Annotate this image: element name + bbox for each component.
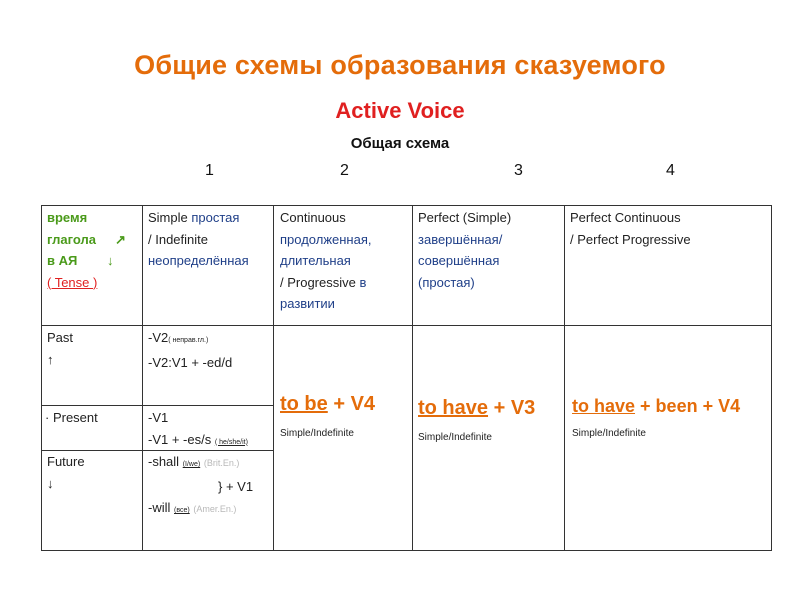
perfect-continuous-note: Simple/Indefinite	[572, 428, 646, 439]
continuous-header-cell	[280, 207, 410, 315]
perfect-continuous-header-cell	[570, 207, 768, 250]
future-forms-cell	[148, 451, 272, 522]
continuous-aux: to be	[280, 393, 328, 415]
arrow-down-icon: ↓	[107, 253, 114, 268]
simple-en: Simple	[148, 210, 188, 225]
perfect-continuous-formula	[572, 393, 770, 447]
perfect-header-cell	[418, 207, 562, 293]
perfect-aux: to have	[418, 397, 489, 419]
perfect-ru1: завершённая/	[418, 231, 503, 247]
past-forms-cell	[148, 327, 270, 373]
future-label: Future	[47, 454, 85, 469]
continuous-ru4: развитии	[280, 296, 335, 311]
page-title: Общие схемы образования сказуемого	[134, 50, 666, 80]
continuous-ru2: длительная	[280, 253, 351, 268]
continuous-note: Simple/Indefinite	[280, 428, 354, 439]
arrow-up-icon: ↑	[47, 351, 54, 367]
arrow-down-icon: ↓	[47, 475, 54, 491]
continuous-en: Continuous	[280, 210, 346, 225]
perfect-continuous-en: Perfect Continuous	[570, 210, 681, 225]
perfect-en: Perfect (Simple)	[418, 210, 512, 225]
past-form-2: -V2:V1 + -ed/d	[148, 354, 233, 370]
tense-label-3: в АЯ	[47, 253, 78, 268]
continuous-formula	[280, 391, 412, 447]
perfect-rest: + V3	[493, 397, 536, 419]
column-number-4: 4	[666, 162, 675, 179]
continuous-ru1: продолженная,	[280, 231, 372, 247]
tense-label-2: глагола	[47, 231, 96, 247]
tense-link[interactable]: ( Tense )	[47, 274, 98, 290]
future-form-1: -shall	[148, 454, 180, 469]
perfect-continuous-rest: + been + V4	[640, 396, 741, 416]
simple-alt: / Indefinite	[148, 231, 208, 247]
perfect-formula	[418, 395, 564, 451]
simple-ru: простая	[191, 210, 240, 225]
tense-label-1: время	[47, 210, 88, 225]
future-form-2-note: (все)	[174, 507, 190, 514]
continuous-ru3: в	[359, 274, 367, 290]
future-form-1-note: (I/we)	[182, 461, 201, 468]
past-form-1: -V2	[148, 330, 169, 345]
past-label-cell	[47, 327, 139, 370]
future-label-cell	[47, 451, 139, 494]
present-form-2-note: ( he/she/it)	[214, 438, 248, 446]
tense-header-cell	[47, 207, 139, 293]
perfect-ru2: совершённая	[418, 253, 500, 268]
present-label: · Present	[45, 410, 98, 425]
continuous-alt: / Progressive	[280, 274, 356, 290]
perfect-continuous-aux: to have	[572, 396, 636, 416]
perfect-note: Simple/Indefinite	[418, 432, 492, 443]
column-number-1: 1	[205, 162, 214, 179]
simple-header-cell	[148, 207, 270, 272]
present-form-2: -V1 + -es/s	[148, 431, 212, 447]
column-number-2: 2	[340, 162, 349, 179]
future-form-2: -will	[148, 500, 171, 515]
page-subtitle: Active Voice	[335, 98, 465, 123]
perfect-ru3: (простая)	[418, 274, 475, 290]
past-label: Past	[47, 330, 74, 345]
arrow-up-right-icon: ↗	[115, 231, 126, 247]
column-number-3: 3	[514, 162, 523, 179]
present-forms-cell	[148, 407, 270, 453]
scheme-label: Общая схема	[350, 135, 450, 152]
present-form-1: -V1	[148, 410, 169, 425]
future-form-2-region: (Amer.En.)	[193, 504, 237, 514]
future-brace: } + V1	[218, 478, 254, 494]
perfect-continuous-alt: / Perfect Progressive	[570, 231, 691, 247]
future-form-1-region: (Brit.En.)	[203, 458, 240, 468]
past-form-1-note: ( неправ.гл.)	[168, 337, 209, 344]
simple-ru2: неопределённая	[148, 253, 249, 268]
continuous-rest: + V4	[333, 393, 376, 415]
